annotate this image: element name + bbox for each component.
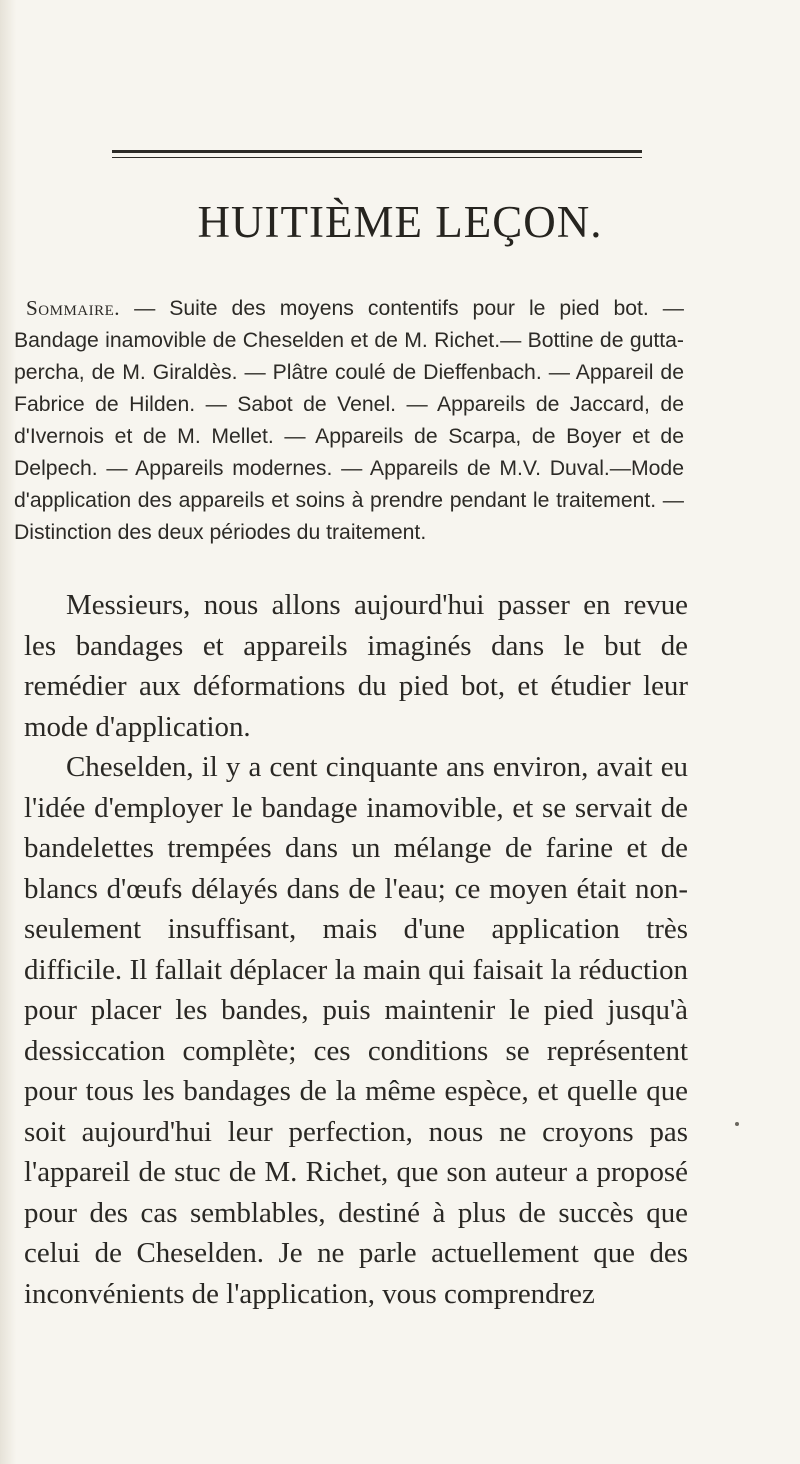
header-rule — [112, 150, 642, 158]
paragraph-1: Messieurs, nous allons aujourd'hui passer en revue les bandages et appareils imaginés dans le but de remédier aux déformations du pied bot, et étudier leur mode d'application. — [24, 589, 688, 743]
chapter-summary — [14, 292, 684, 549]
summary-label: Sommaire. — [26, 296, 121, 320]
paragraph-2: Cheselden, il y a cent cinquante ans environ, avait eu l'idée d'employer le bandage inamovible, et se servait de bandelettes trempées dans un mélange de farine et de blancs d'œufs délayés dans de l'eau; ce moyen était non-seulement insuffisant, mais d'une application très difficile. Il fallait déplacer la main qui faisait la réduction pour placer les bandes, puis maintenir le pied jusqu'à dessiccation complète; ces conditions se représentent pour tous les bandages de la même espèce, et quelle que soit aujourd'hui leur perfection, nous ne croyons pas l'appareil de stuc de M. Richet, que son auteur a proposé pour des cas semblables, destiné à plus de succès que celui de Cheselden. Je ne parle actuellement que des inconvénients de l'application, vous comprendrez — [24, 751, 688, 1310]
margin-speck — [735, 1122, 739, 1126]
chapter-heading: HUITIÈME LEÇON. — [197, 197, 603, 247]
summary-text: — Suite des moyens contentifs pour le pied bot. — Bandage inamovible de Cheselden et de M. Richet.— Bottine de gutta-percha, de M. Giraldès. — Plâtre coulé de Dieffenbach. — Appareil de Fabrice de Hilden. — Sabot de Venel. — Appareils de Jaccard, de d'Ivernois et de M. Mellet. — Appareils de Scarpa, de Boyer et de Delpech. — Appareils modernes. — Appareils de M.V. Duval.—Mode d'application des appareils et soins à prendre pendant le traitement. — Distinction des deux périodes du traitement. — [14, 297, 684, 544]
